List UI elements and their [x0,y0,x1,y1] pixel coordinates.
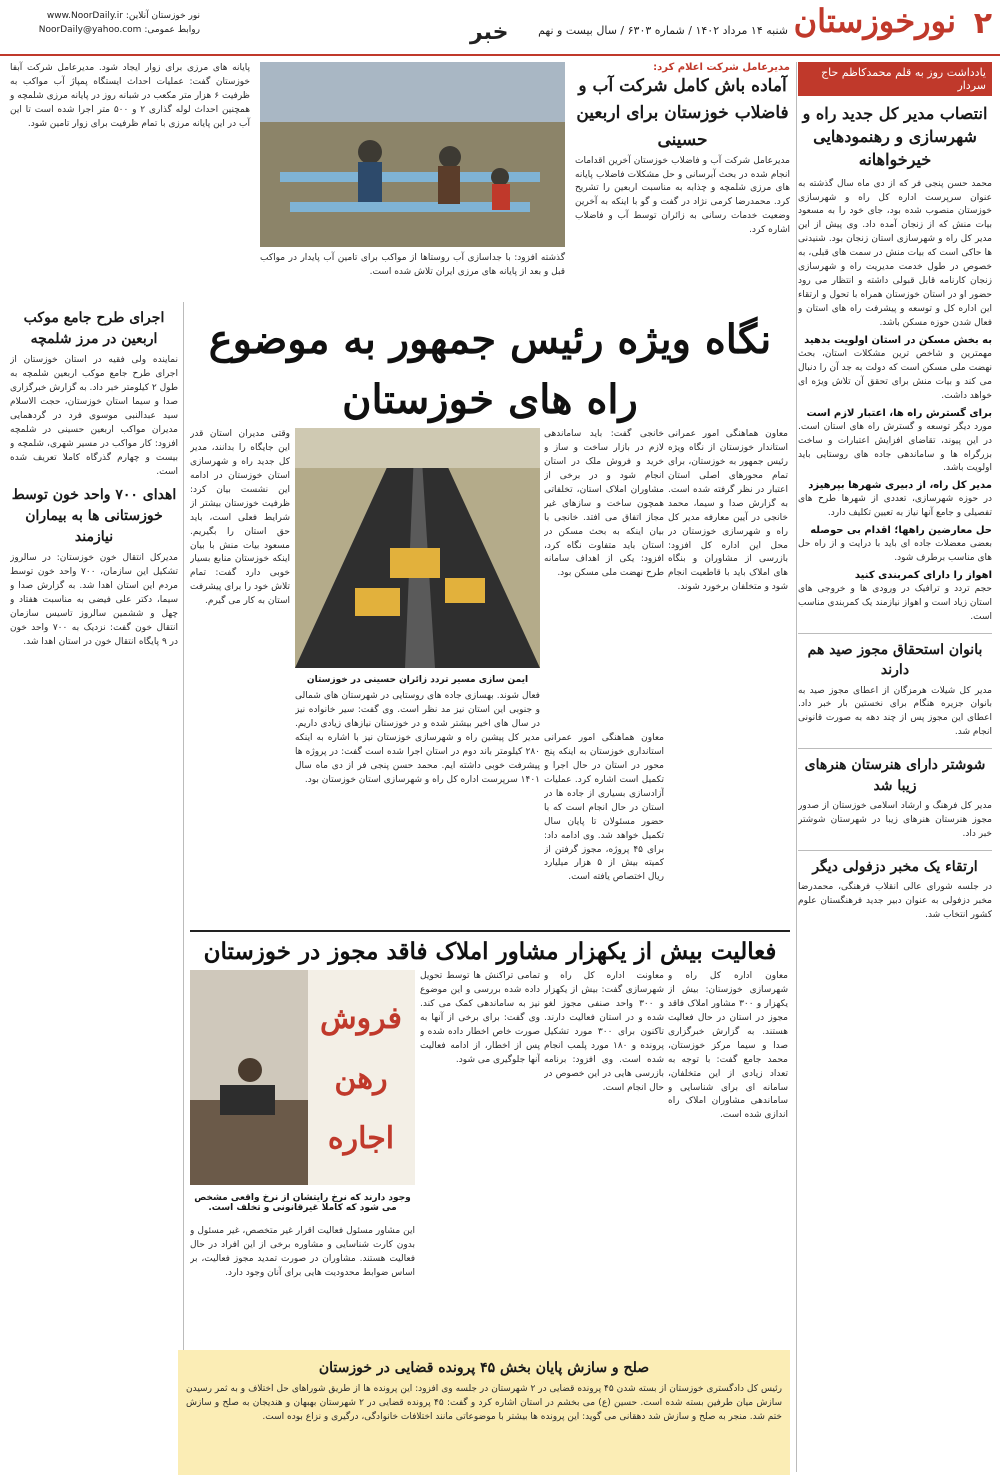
contact-info [10,10,200,37]
left-column [10,302,178,1472]
top-story-continuation: پایانه های مرزی برای زوار ایجاد شود. مدیرعامل شرکت آبفا خوزستان گفت: عملیات احداث ایستگاه پمپاژ آب مواکب به ظرفیت ۶ هزار متر مکعب در شبانه روز در پایانه مرزی شلمچه و همچنین احداث لوله گذاری ۲ و ۵۰۰ متر اجرا شده است تا این آب در این پایانه مرزی با تمام ظرفیت برای زوار تامین شود. [10,63,250,129]
main-headline: نگاه ویژه رئیس جمهور به موضوع راه های خوزستان [208,316,772,423]
page-number: ۲ [973,6,992,41]
main-story-column: خانجی گفت: باید ساماندهی لازم در بازار ساخت و ساز و خرید و فروش ملک در استان انجام شود و در برخی از مشاوران املاک استان، تخلفاتی همچون ساخت و سازهای غیر مجاز اتفاق می افتد. خانجی با بیان اینکه به بحث مسکن در استان باید متفاوت نگاه کرد، افزود: یکی از اهداف سامانه طرح نهضت ملی مسکن بود. [544,429,664,579]
right-column [798,62,992,1472]
top-story-title: آماده باش کامل شرکت آب و فاضلاب خوزستان برای اربعین حسینی [576,76,789,151]
masthead [0,0,1000,56]
top-story-kicker: مدیرعامل شرکت اعلام کرد: [653,62,790,73]
main-story-column: معاون هماهنگی امور عمرانی استاندار خوزستان از نگاه ویژه رئیس جمهور به خوزستان، برای تمام محورهای اصلی استان اعتبار در نظر گرفته شده است. به گزارش صدا و سیما، محمد خانجی در آیین معارفه مدیر کل راه و شهرسازی خوزستان در محل این اداره کل افزود: بازرسی از مشاوران و بنگاه های املاک باید با قاطعیت انجام شود و متخلفان برخورد شوند. [668,429,788,593]
road-photo-caption: ایمن سازی مسیر تردد زائران حسینی در خوزستان [306,675,529,685]
contact-site: نور خوزستان آنلاین: www.NoorDaily.ir [46,11,200,21]
news-brief-body: مدیر کل فرهنگ و ارشاد اسلامی خوزستان از صدور مجوز هنرستان هنرهای زیبا در شهرستان شوشتر خبر داد. [798,800,992,839]
second-story-column: معاونت اداره کل راه و شهرسازی گفت: بیش از یکهزار و ۳۰۰ واحد صنفی مجوز لغو شده و در استان فعالیت دارند. تاکنون برای ۳۰۰ مورد تشکیل پرونده و ۱۸۰ مورد پلمب انجام شده است. وی افزود: برنامه بازرسی هایی در این خصوص در حال انجام است. [544,971,664,1093]
newspaper-logo: نورخوزستان [793,2,956,40]
main-story-column: فعال شوند. بهسازی جاده های روستایی در شهرستان های شمالی و جنوبی این استان نیز مد نظر است. وی گفت: سیر خانواده نیز در سال های اخیر بیشتر شده و در خوزستان نیازهای زیادی داریم. مدیر کل پیشین راه و شهرسازی خوزستان نیز با اشاره به اینکه ۲۸۰ کیلومتر باند دوم در استان اجرا شده است گفت: در پروژه ها پیشرفت خوبی داشته ایم. محمد حسن پنجی فر از دی ماه سال ۱۴۰۱ سرپرست اداره کل راه و شهرسازی استان خوزستان بود. [295,691,540,785]
top-story-body: مدیرعامل شرکت آب و فاضلاب خوزستان آخرین اقدامات انجام شده در بحث آبرسانی و حل مشکلات فاضلاب پایانه های مرزی شلمچه و چذابه به مناسبت اربعین را تشریح کرد. محمدرضا کرمی نژاد در گفت و گو با اینکه به آخرین وضعیت خدمات رسانی به زائران توسط آب و فاضلاب اشاره کرد. [575,155,790,236]
road-construction-photo [295,428,540,668]
editorial-paragraph: حجم تردد و ترافیک در ورودی ها و خروجی های استان زیاد است و اهواز نیازمند یک کمربندی مناسب است. [798,584,992,622]
blood-donation-body: مدیرکل انتقال خون خوزستان: در سالروز تشکیل این سازمان، ۷۰۰ واحد خون توسط مردم این استان اهدا شد. به گزارش صدا و سیما، دکتر علی فیضی به مناسبت هفتاد و چهل و ششمین سالروز تاسیس سازمان انتقال خون گفت: نزدیک به ۷۰۰ واحد خون در ۹ پایگاه انتقال خون در استان اهدا شد. [10,553,178,648]
top-story-photo-caption: گذشته افزود: با جداسازی آب روستاها از مواکب برای تامین آب پایدار در مواکب قبل و بعد از پایانه های مرزی ایران تلاش شده است. [260,253,565,277]
editorial-paragraph: در حوزه شهرسازی، تعددی از شهرها طرح های تفصیلی و جامع آنها نیاز به تعیین تکلیف دارد. [798,494,992,519]
section-title: خبر [470,20,509,45]
editorial-subhead: به بخش مسکن در استان اولویت بدهید [804,334,992,346]
second-story-column: تمامی تراکنش ها توسط تحویل داده شده بررسی و این موضوع نیز به ساماندهی کمک می کند. وی گفت: برای برخی از آنها به صورت خاص اخطار داده شده و پس از اخطار، از ادامه فعالیت آنها جلوگیری می شود. [420,971,540,1065]
water-station-photo [260,62,565,247]
column-divider [183,302,184,1472]
mokeb-plan-title: اجرای طرح جامع موکب اربعین در مرز شلمچه [23,310,165,347]
second-story-column: این مشاور مسئول فعالیت اقرار غیر متخصص، غیر مسئول و بدون کارت شناسایی و مشاوره برخی از این افراد در حال فعالیت هستند. مشاوران در صورت تمدید مجوز فعالیت، بر اساس ضوابط محدودیت هایی برای آنان وجود دارد. [190,1226,415,1278]
blood-donation-title: اهدای ۷۰۰ واحد خون توسط خوزستانی ها به بیماران نیازمند [11,487,177,546]
contact-email: روابط عمومی: NoorDaily@yahoo.com [38,24,200,35]
reconciliation-box [178,1350,790,1475]
mokeb-plan-body: نماینده ولی فقیه در استان خوزستان از اجرای طرح جامع موکب اربعین شلمچه به طول ۲ کیلومتر خبر داد. به گزارش خبرگزاری صدا و سیما استان خوزستان، حجت الاسلام سید عبدالنبی موسوی فرد در گردهمایی مدیران مواکب اربعین حسینی در شلمچه افزود: کار مواکب در مسیر شهری، شلمچه و بیست و چهارم گذرگاه کاملا تعریف شده است. [10,355,178,477]
top-story [10,62,790,302]
sign-word-rent: اجاره [327,1121,395,1156]
real-estate-office-illustration [190,970,415,1185]
editorial-subhead: مدیر کل راه، از دبیری شهرها بپرهیزد [808,480,992,492]
news-brief-body: مدیر کل شیلات هرمزگان از اعطای مجوز صید به بانوان جزیره هنگام برای نخستین بار خبر داد. اعطای این مجوز پس از چند دهه به صورت قانونی انجام شد. [798,685,992,738]
editorial-subhead: حل معارضین راهها؛ اقدام بی حوصله [810,525,992,537]
top-story-photo [260,62,565,247]
news-brief-title: ارتقاء یک مخبر دزفولی دیگر [798,850,992,877]
editorial-subhead: برای گسترش راه ها، اعتبار لازم است [806,407,992,419]
editorial-label: یادداشت روز به قلم محمدکاظم حاج سردار [798,62,992,96]
editorial-title: انتصاب مدیر کل جدید راه و شهرسازی و رهنمودهایی خیرخواهانه [802,104,988,170]
main-story-column: وقتی مدیران استان قدر این جایگاه را بدانند، مدیر کل جدید راه و شهرسازی استان خوزستان در ادامه این نشست بیان کرد: ظرفیت خوزستان بیشتر از شرایط فعلی است، باید حق استان را بگیریم. مسعود بیات منش با بیان اینکه خوزستان منابع بسیار خوبی دارد گفت: تمام تلاش خود را برای پیشرفت استان به کار می گیرم. [190,429,290,607]
real-estate-photo [190,970,415,1185]
news-brief-body: در جلسه شورای عالی انقلاب فرهنگی، محمدرضا مخبر دزفولی به عنوان دبیر جدید فرهنگستان علوم کشور انتخاب شد. [798,881,992,920]
column-divider [796,62,797,1472]
news-brief-title: بانوان استحقاق مجوز صید هم دارند [798,633,992,681]
news-brief-title: شوشتر دارای هنرستان هنرهای زیبا شد [798,748,992,796]
editorial-paragraph: مهمترین و شاخص ترین مشکلات استان، بحث نهضت ملی مسکن است که دولت به جد آن را دنبال می کند و بیات منش برای تحقق آن تلاش ویژه ای خواهد داشت. [798,348,992,401]
issue-line: شنبه ۱۴ مرداد ۱۴۰۲ / شماره ۶۳۰۳ / سال بیست و نهم [538,24,788,37]
second-headline: فعالیت بیش از یکهزار مشاور املاک فاقد مجوز در خوزستان [190,930,790,965]
editorial-paragraph: بعضی معضلات جاده ای باید با درایت و از راه حل های مناسب برطرف شود. [798,539,992,564]
editorial-subhead: اهواز را دارای کمربندی کنید [854,570,992,582]
second-story-column: معاون اداره کل راه و شهرسازی خوزستان: بیش از یکهزار و ۳۰۰ مشاور املاک فاقد مجوز در استان در حال فعالیت هستند. به گزارش خبرگزاری صدا و سیما مرکز خوزستان، محمد جامع گفت: با توجه به تعداد زیادی از این متخلفان، سامانه ای برای شناسایی و ساماندهی مشاوران املاک راه اندازی شده است. [668,971,788,1121]
reconciliation-title: صلح و سازش پایان بخش ۴۵ پرونده قضایی در خوزستان [318,1360,650,1376]
road-paving-illustration [295,428,540,668]
editorial-paragraph: مورد دیگر توسعه و گسترش راه های استان است. در این پیوند، تقاضای افزایش اعتبارات و ساخت بزرگراه ها و ساماندهی جاده های روستایی باید اولویت باشد. [798,421,992,474]
sign-word-mortgage: رهن [334,1061,388,1096]
reconciliation-body: رئیس کل دادگستری خوزستان از بسته شدن ۴۵ پرونده قضایی در ۲ شهرستان در جلسه وی افزود: این پرونده ها از طریق شوراهای حل اختلاف و به ثمر رسیدن سازش میان طرفین بسته شده است. حسین (ع) می بخشم در استان اشاره کرد و گفت: ۴۵ پرونده قضایی در ۲ شهرستان بهبهان و هندیجان به صلح و سازش ختم شد. منجر به صلح و سازش شد دهقانی می گوید: این پرونده ها بیشتر با موضوعاتی مانند اختلافات خانوادگی، درگیری و نزاع بوده است. [186,1384,782,1422]
editorial-body: محمد حسن پنجی فر که از دی ماه سال گذشته به عنوان سرپرست اداره کل راه و شهرسازی خوزستان منصوب شده بود، جای خود را به مسعود بیات منش که از زنجان آمده داد. وی پیش از این مدیر کل راه و شهرسازی استان زنجان بود. شنیدنی ها حاکی است که بیات منش در سمت های قبلی، به خصوص در طول خدمت مدیریت راه و شهرسازی زنجان کارنامه قابل قبولی داشته و انتظار می رود حضور او در استان خوزستان همراه با تحول و ارتقاء این اداره کل و توسعه و پیشرفت راه های استان و فعال شدن حوزه مسکن باشد. [798,178,992,328]
main-story-column: معاون هماهنگی امور عمرانی استانداری خوزستان به اینکه پنج محور در استان در حال اجرا و تکمیل است اشاره کرد. عملیات آزادسازی بسیاری از جاده ها در استان در حال انجام است که با حضور مسئولان تا پایان سال تکمیل خواهد شد. وی ادامه داد: برای ۴۵ پروژه، مجوز گرفتن از کمیته بیش از ۵ هزار میلیارد ریال اختصاص یافته است. [544,733,664,883]
sign-word-sale: فروش [319,1001,403,1036]
real-estate-photo-caption: وجود دارند که نرخ رایتشان از نرخ واقعی مشخص می شود که کاملا غیرقانونی و تخلف است. [194,1193,411,1213]
